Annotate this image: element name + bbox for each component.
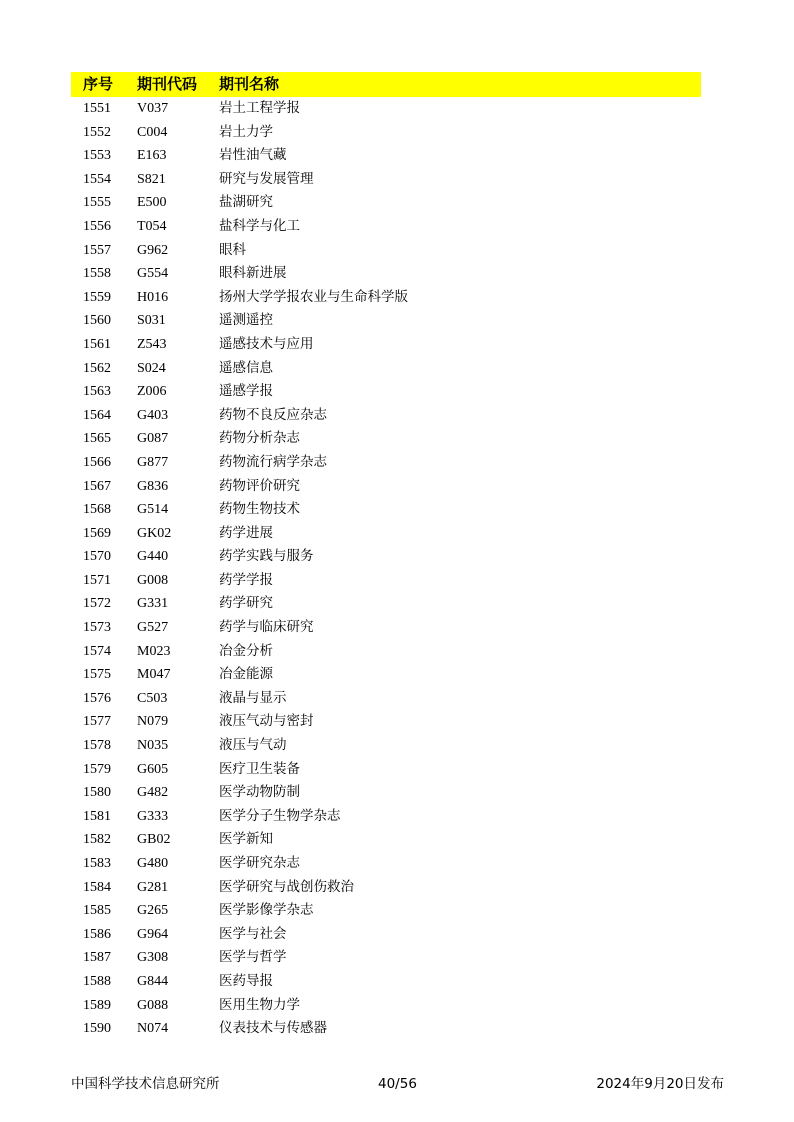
table-row xyxy=(71,545,701,569)
row-code: GB02 xyxy=(137,832,171,848)
table-row xyxy=(71,357,701,381)
row-code: G844 xyxy=(137,973,169,989)
row-name: 药学实践与服务 xyxy=(219,548,314,565)
row-name: 药学学报 xyxy=(219,571,273,588)
row-name: 医用生物力学 xyxy=(219,996,300,1013)
table-row xyxy=(71,994,701,1018)
row-num: 1572 xyxy=(83,596,111,612)
row-name: 药学进展 xyxy=(219,524,273,541)
row-code: H016 xyxy=(137,289,169,305)
table-row xyxy=(71,451,701,475)
row-code: G308 xyxy=(137,950,169,966)
row-code: G480 xyxy=(137,856,169,871)
row-name: 医学动物防制 xyxy=(219,784,300,801)
row-code: M047 xyxy=(137,667,171,683)
row-code: N079 xyxy=(137,714,169,730)
row-code: GK02 xyxy=(137,525,172,541)
table-row xyxy=(71,498,701,522)
row-code: G964 xyxy=(137,926,169,942)
table-row xyxy=(71,191,701,215)
row-num: 1581 xyxy=(83,808,111,824)
row-num: 1577 xyxy=(83,714,111,730)
row-code: E163 xyxy=(137,148,167,164)
row-num: 1587 xyxy=(83,950,111,966)
row-num: 1566 xyxy=(83,454,111,470)
row-code: G331 xyxy=(137,596,169,612)
row-code: E500 xyxy=(137,195,167,211)
row-num: 1563 xyxy=(83,384,111,400)
table-row xyxy=(71,970,701,994)
row-num: 1575 xyxy=(83,667,111,683)
row-num: 1569 xyxy=(83,525,111,541)
row-num: 1564 xyxy=(83,407,111,423)
row-code: G514 xyxy=(137,502,169,518)
table-row xyxy=(71,640,701,664)
row-code: T054 xyxy=(137,218,167,234)
table-row xyxy=(71,710,701,734)
row-code: G088 xyxy=(137,997,169,1013)
table-row xyxy=(71,828,701,852)
row-num: 1570 xyxy=(83,549,111,565)
table-row xyxy=(71,734,701,758)
row-name: 医学新知 xyxy=(219,831,273,848)
row-name: 盐湖研究 xyxy=(219,194,273,211)
header-code: 期刊代码 xyxy=(137,75,198,93)
row-num: 1556 xyxy=(83,218,111,234)
row-name: 医学影像学杂志 xyxy=(219,902,314,919)
row-name: 盐科学与化工 xyxy=(219,217,300,234)
row-name: 药学研究 xyxy=(219,595,273,612)
row-num: 1574 xyxy=(83,643,111,659)
row-code: G605 xyxy=(137,761,169,777)
row-code: G281 xyxy=(137,879,169,895)
table-row xyxy=(71,404,701,428)
table-row xyxy=(71,380,701,404)
row-code: G403 xyxy=(137,407,169,423)
row-num: 1551 xyxy=(83,101,111,116)
row-num: 1588 xyxy=(83,973,111,989)
table-row xyxy=(71,758,701,782)
table-row xyxy=(71,852,701,876)
row-name: 冶金能源 xyxy=(219,666,273,683)
row-num: 1555 xyxy=(83,195,111,211)
table-row xyxy=(71,144,701,168)
row-num: 1552 xyxy=(83,124,111,140)
row-num: 1568 xyxy=(83,502,111,518)
row-name: 医学分子生物学杂志 xyxy=(219,807,341,824)
row-num: 1579 xyxy=(83,761,111,777)
row-code: S821 xyxy=(137,171,166,187)
row-num: 1567 xyxy=(83,478,111,494)
row-name: 眼科新进展 xyxy=(219,265,287,282)
table-row xyxy=(71,239,701,263)
table-header xyxy=(71,72,701,97)
row-code: G527 xyxy=(137,620,169,636)
row-name: 药学与临床研究 xyxy=(219,619,314,636)
row-name: 岩土工程学报 xyxy=(219,100,300,116)
row-num: 1580 xyxy=(83,785,111,801)
row-num: 1554 xyxy=(83,171,111,187)
row-name: 液晶与显示 xyxy=(219,689,287,706)
row-name: 医学与哲学 xyxy=(219,949,287,966)
row-code: Z006 xyxy=(137,384,167,400)
row-name: 遥测遥控 xyxy=(219,312,273,329)
row-num: 1558 xyxy=(83,266,111,282)
row-num: 1573 xyxy=(83,620,111,636)
row-name: 研究与发展管理 xyxy=(219,170,314,187)
row-name: 液压气动与密封 xyxy=(219,713,314,730)
row-code: G008 xyxy=(137,572,169,588)
row-name: 遥感学报 xyxy=(219,383,273,400)
row-num: 1589 xyxy=(83,997,111,1013)
row-code: G877 xyxy=(137,454,169,470)
page-number: 40/56 xyxy=(378,1076,417,1092)
row-num: 1560 xyxy=(83,313,111,329)
table-row xyxy=(71,805,701,829)
table-row xyxy=(71,616,701,640)
row-num: 1557 xyxy=(83,242,111,258)
table-row xyxy=(71,97,701,121)
row-num: 1584 xyxy=(83,879,111,895)
page-footer xyxy=(71,1074,724,1094)
row-name: 冶金分析 xyxy=(219,642,273,659)
table-row xyxy=(71,663,701,687)
table-row xyxy=(71,309,701,333)
row-code: G087 xyxy=(137,431,169,447)
table-row xyxy=(71,427,701,451)
journal-table xyxy=(71,72,701,1041)
row-name: 医学研究与战创伤救治 xyxy=(219,878,354,895)
row-num: 1590 xyxy=(83,1021,111,1037)
row-name: 液压与气动 xyxy=(219,737,287,754)
row-name: 遥感技术与应用 xyxy=(219,335,314,352)
row-name: 岩土力学 xyxy=(219,123,273,140)
table-row xyxy=(71,569,701,593)
row-code: G962 xyxy=(137,242,169,258)
row-code: G482 xyxy=(137,785,169,801)
table-body xyxy=(71,97,701,1041)
row-name: 仪表技术与传感器 xyxy=(219,1020,327,1037)
row-code: G440 xyxy=(137,549,169,565)
row-code: G333 xyxy=(137,808,169,824)
table-row xyxy=(71,333,701,357)
table-row xyxy=(71,687,701,711)
row-num: 1559 xyxy=(83,289,111,305)
row-name: 药物分析杂志 xyxy=(219,430,300,447)
row-name: 医疗卫生装备 xyxy=(219,760,300,777)
row-name: 药物流行病学杂志 xyxy=(219,453,327,470)
row-name: 医学与社会 xyxy=(219,925,287,942)
row-name: 医药导报 xyxy=(219,972,273,989)
row-num: 1576 xyxy=(83,690,111,706)
table-row xyxy=(71,1017,701,1041)
row-name: 眼科 xyxy=(219,241,246,258)
footer-publisher: 中国科学技术信息研究所 xyxy=(71,1076,220,1092)
table-row xyxy=(71,923,701,947)
row-name: 遥感信息 xyxy=(219,359,273,376)
row-name: 药物生物技术 xyxy=(219,501,300,518)
row-num: 1562 xyxy=(83,360,111,376)
row-num: 1561 xyxy=(83,336,111,352)
row-num: 1582 xyxy=(83,832,111,848)
row-name: 药物不良反应杂志 xyxy=(219,406,327,423)
table-row xyxy=(71,475,701,499)
row-code: G265 xyxy=(137,903,169,919)
row-code: N074 xyxy=(137,1021,169,1037)
row-num: 1585 xyxy=(83,903,111,919)
header-num: 序号 xyxy=(83,75,114,93)
row-name: 药物评价研究 xyxy=(219,477,300,494)
row-code: G554 xyxy=(137,266,169,282)
row-name: 医学研究杂志 xyxy=(219,855,300,871)
row-code: V037 xyxy=(137,101,169,116)
row-num: 1553 xyxy=(83,148,111,164)
table-row xyxy=(71,899,701,923)
row-num: 1583 xyxy=(83,856,111,871)
row-num: 1586 xyxy=(83,926,111,942)
table-row xyxy=(71,876,701,900)
row-code: S024 xyxy=(137,360,166,376)
table-row xyxy=(71,946,701,970)
publish-date: 2024年9月20日发布 xyxy=(596,1076,724,1092)
table-row xyxy=(71,262,701,286)
row-name: 岩性油气藏 xyxy=(219,147,287,164)
table-row xyxy=(71,522,701,546)
row-code: M023 xyxy=(137,643,171,659)
row-code: S031 xyxy=(137,313,166,329)
row-code: Z543 xyxy=(137,336,167,352)
row-name: 扬州大学学报农业与生命科学版 xyxy=(219,288,408,305)
table-row xyxy=(71,168,701,192)
row-code: C004 xyxy=(137,124,168,140)
row-code: G836 xyxy=(137,478,169,494)
table-row xyxy=(71,121,701,145)
table-row xyxy=(71,781,701,805)
row-num: 1565 xyxy=(83,431,111,447)
header-name: 期刊名称 xyxy=(219,75,280,93)
table-row xyxy=(71,215,701,239)
row-code: N035 xyxy=(137,738,169,754)
table-row xyxy=(71,286,701,310)
row-code: C503 xyxy=(137,690,168,706)
row-num: 1578 xyxy=(83,738,111,754)
row-num: 1571 xyxy=(83,572,111,588)
table-row xyxy=(71,592,701,616)
